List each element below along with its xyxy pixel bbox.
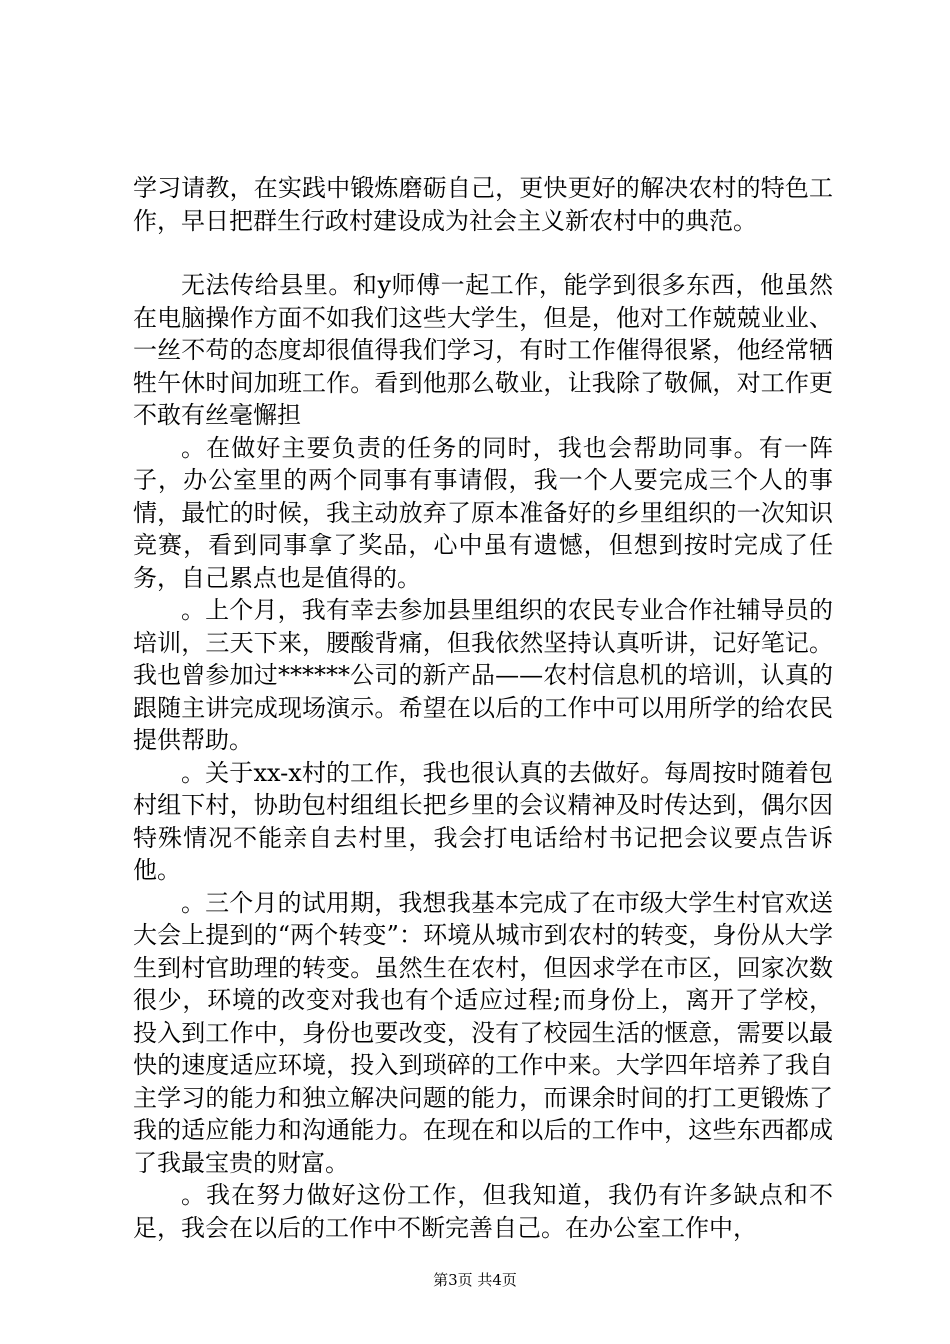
paragraph-3: 。在做好主要负责的任务的同时，我也会帮助同事。有一阵子，办公室里的两个同事有事请假，我一个人要完成三个人的事情，最忙的时候，我主动放弃了原本准备好的乡里组织的一次知识竞赛，看到同事拿了奖品，心中虽有遗憾，但想到按时完成了任务，自己累点也是值得的。 [133,433,833,592]
paragraph-5: 。关于xx-x村的工作，我也很认真的去做好。每周按时随着包村组下村，协助包村组组长把乡里的会议精神及时传达到，偶尔因特殊情况不能亲自去村里，我会打电话给村书记把会议要点告诉他。 [133,758,833,884]
paragraph-2: 无法传给县里。和y师傅一起工作，能学到很多东西，他虽然在电脑操作方面不如我们这些大学生，但是，他对工作兢兢业业、一丝不苟的态度却很值得我们学习，有时工作催得很紧，他经常牺牲午休时间加班工作。看到他那么敬业，让我除了敬佩，对工作更不敢有丝毫懈担 [133,271,833,429]
paragraph-4: 。上个月，我有幸去参加县里组织的农民专业合作社辅导员的培训，三天下来，腰酸背痛，但我依然坚持认真听讲，记好笔记。我也曾参加过******公司的新产品——农村信息机的培训，认真的跟随主讲完成现场演示。希望在以后的工作中可以用所学的给农民提供帮助。 [133,596,833,754]
page-footer: 第3页 共4页 [433,1271,517,1289]
document-body [133,172,833,1244]
paragraph-7: 。我在努力做好这份工作，但我知道，我仍有许多缺点和不足，我会在以后的工作中不断完善自己。在办公室工作中， [133,1181,833,1242]
paragraph-1: 学习请教，在实践中锻炼磨砺自己，更快更好的解决农村的特色工作，早日把群生行政村建设成为社会主义新农村中的典范。 [133,174,833,235]
paragraph-6: 。三个月的试用期，我想我基本完成了在市级大学生村官欢送大会上提到的“两个转变”：环境从城市到农村的转变，身份从大学生到村官助理的转变。虽然生在农村，但因求学在市区，回家次数很少，环境的改变对我也有个适应过程;而身份上，离开了学校，投入到工作中，身份也要改变，没有了校园生活的惬意，需要以最快的速度适应环境，投入到琐碎的工作中来。大学四年培养了我自主学习的能力和独立解决问题的能力，而课余时间的打工更锻炼了我的适应能力和沟通能力。在现在和以后的工作中，这些东西都成了我最宝贵的财富。 [133,888,833,1177]
